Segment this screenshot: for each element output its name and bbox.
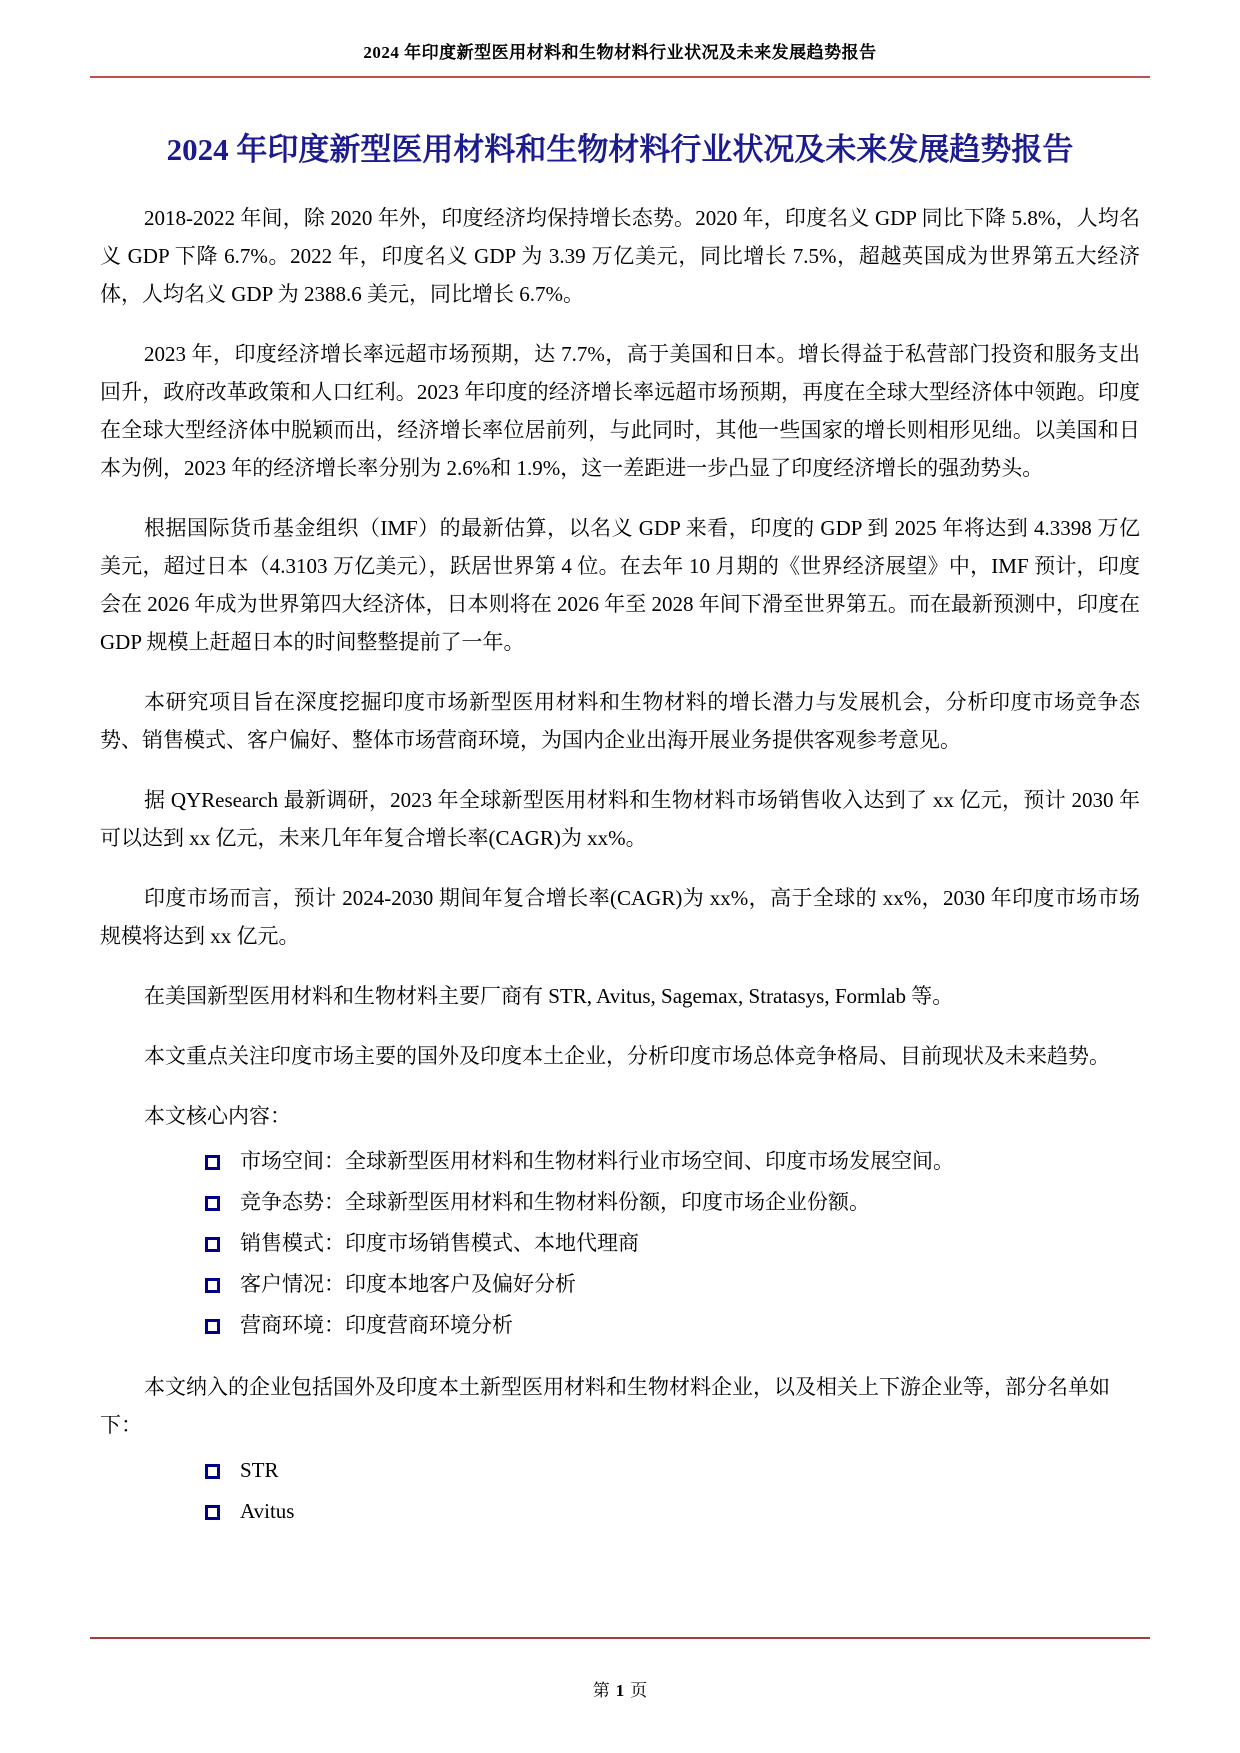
company-item-text: Avitus bbox=[240, 1499, 295, 1523]
paragraph-us-vendors: 在美国新型医用材料和生物材料主要厂商有 STR, Avitus, Sagemax, Stratasys, Formlab 等。 bbox=[144, 984, 954, 1008]
companies-list bbox=[100, 1450, 1140, 1532]
paragraph-qyresearch: 据 QYResearch 最新调研，2023 年全球新型医用材料和生物材料市场销售收入达到了 xx 亿元，预计 2030 年可以达到 xx 亿元，未来几年年复合增长率(CAGR)为 xx%。 bbox=[100, 788, 1140, 850]
paragraph-growth-2023: 2023 年，印度经济增长率远超市场预期，达 7.7%，高于美国和日本。增长得益于私营部门投资和服务支出回升，政府改革政策和人口红利。2023 年印度的经济增长率远超市场预期，再度在全球大型经济体中领跑。印度在全球大型经济体中脱颖而出，经济增长率位居前列，与此同时，其他一些国家的增长则相形见绌。以美国和日本为例，2023 年的经济增长率分别为 2.6%和 1.9%，这一差距进一步凸显了印度经济增长的强劲势头。 bbox=[100, 342, 1140, 480]
report-title: 2024 年印度新型医用材料和生物材料行业状况及未来发展趋势报告 bbox=[166, 132, 1074, 167]
bullet-square-icon bbox=[205, 1237, 220, 1252]
core-item-competition bbox=[100, 1182, 1140, 1223]
page-number-value: 1 bbox=[615, 1681, 625, 1700]
page-number-prefix: 第 bbox=[592, 1681, 610, 1700]
core-item-business-env bbox=[100, 1305, 1140, 1346]
bullet-square-icon bbox=[205, 1505, 220, 1520]
paragraph-focus: 本文重点关注印度市场主要的国外及印度本土企业，分析印度市场总体竞争格局、目前现状及未来趋势。 bbox=[144, 1044, 1110, 1068]
core-item-text: 营商环境：印度营商环境分析 bbox=[240, 1313, 513, 1337]
core-content-list bbox=[100, 1141, 1140, 1346]
running-header: 2024 年印度新型医用材料和生物材料行业状况及未来发展趋势报告 bbox=[363, 43, 877, 62]
header-rule bbox=[90, 76, 1150, 78]
company-item-avitus bbox=[100, 1491, 1140, 1532]
bullet-square-icon bbox=[205, 1196, 220, 1211]
core-item-customers bbox=[100, 1264, 1140, 1305]
core-item-text: 市场空间：全球新型医用材料和生物材料行业市场空间、印度市场发展空间。 bbox=[240, 1149, 954, 1173]
bullet-square-icon bbox=[205, 1278, 220, 1293]
core-item-text: 客户情况：印度本地客户及偏好分析 bbox=[240, 1272, 576, 1296]
bullet-square-icon bbox=[205, 1464, 220, 1479]
bullet-square-icon bbox=[205, 1155, 220, 1170]
footer-rule bbox=[90, 1637, 1150, 1639]
company-item-str bbox=[100, 1450, 1140, 1491]
core-item-sales-model bbox=[100, 1223, 1140, 1264]
core-content-lead: 本文核心内容： bbox=[144, 1104, 291, 1128]
paragraph-india-cagr: 印度市场而言，预计 2024-2030 期间年复合增长率(CAGR)为 xx%，高于全球的 xx%，2030 年印度市场市场规模将达到 xx 亿元。 bbox=[100, 886, 1140, 948]
bullet-square-icon bbox=[205, 1319, 220, 1334]
paragraph-gdp-2018-2022: 2018-2022 年间，除 2020 年外，印度经济均保持增长态势。2020 年，印度名义 GDP 同比下降 5.8%，人均名义 GDP 下降 6.7%。2022 年，印度名义 GDP 为 3.39 万亿美元，同比增长 7.5%，超越英国成为世界第五大经济体，人均名义 GDP 为 2388.6 美元，同比增长 6.7%。 bbox=[100, 206, 1140, 306]
core-item-text: 销售模式：印度市场销售模式、本地代理商 bbox=[240, 1231, 639, 1255]
page-number-suffix: 页 bbox=[630, 1681, 648, 1700]
paragraph-research-purpose: 本研究项目旨在深度挖掘印度市场新型医用材料和生物材料的增长潜力与发展机会，分析印度市场竞争态势、销售模式、客户偏好、整体市场营商环境，为国内企业出海开展业务提供客观参考意见。 bbox=[100, 690, 1140, 752]
companies-lead: 本文纳入的企业包括国外及印度本土新型医用材料和生物材料企业，以及相关上下游企业等，部分名单如下： bbox=[100, 1375, 1110, 1437]
paragraph-imf-forecast: 根据国际货币基金组织（IMF）的最新估算，以名义 GDP 来看，印度的 GDP 到 2025 年将达到 4.3398 万亿美元，超过日本（4.3103 万亿美元），跃居世界第 4 位。在去年 10 月期的《世界经济展望》中，IMF 预计，印度会在 2026 年成为世界第四大经济体，日本则将在 2026 年至 2028 年间下滑至世界第五。而在最新预测中，印度在 GDP 规模上赶超日本的时间整整提前了一年。 bbox=[100, 516, 1140, 654]
page-content bbox=[100, 124, 1140, 1532]
core-item-text: 竞争态势：全球新型医用材料和生物材料份额，印度市场企业份额。 bbox=[240, 1190, 870, 1214]
core-item-market-space bbox=[100, 1141, 1140, 1182]
company-item-text: STR bbox=[240, 1458, 279, 1482]
page-number bbox=[0, 1676, 1240, 1701]
